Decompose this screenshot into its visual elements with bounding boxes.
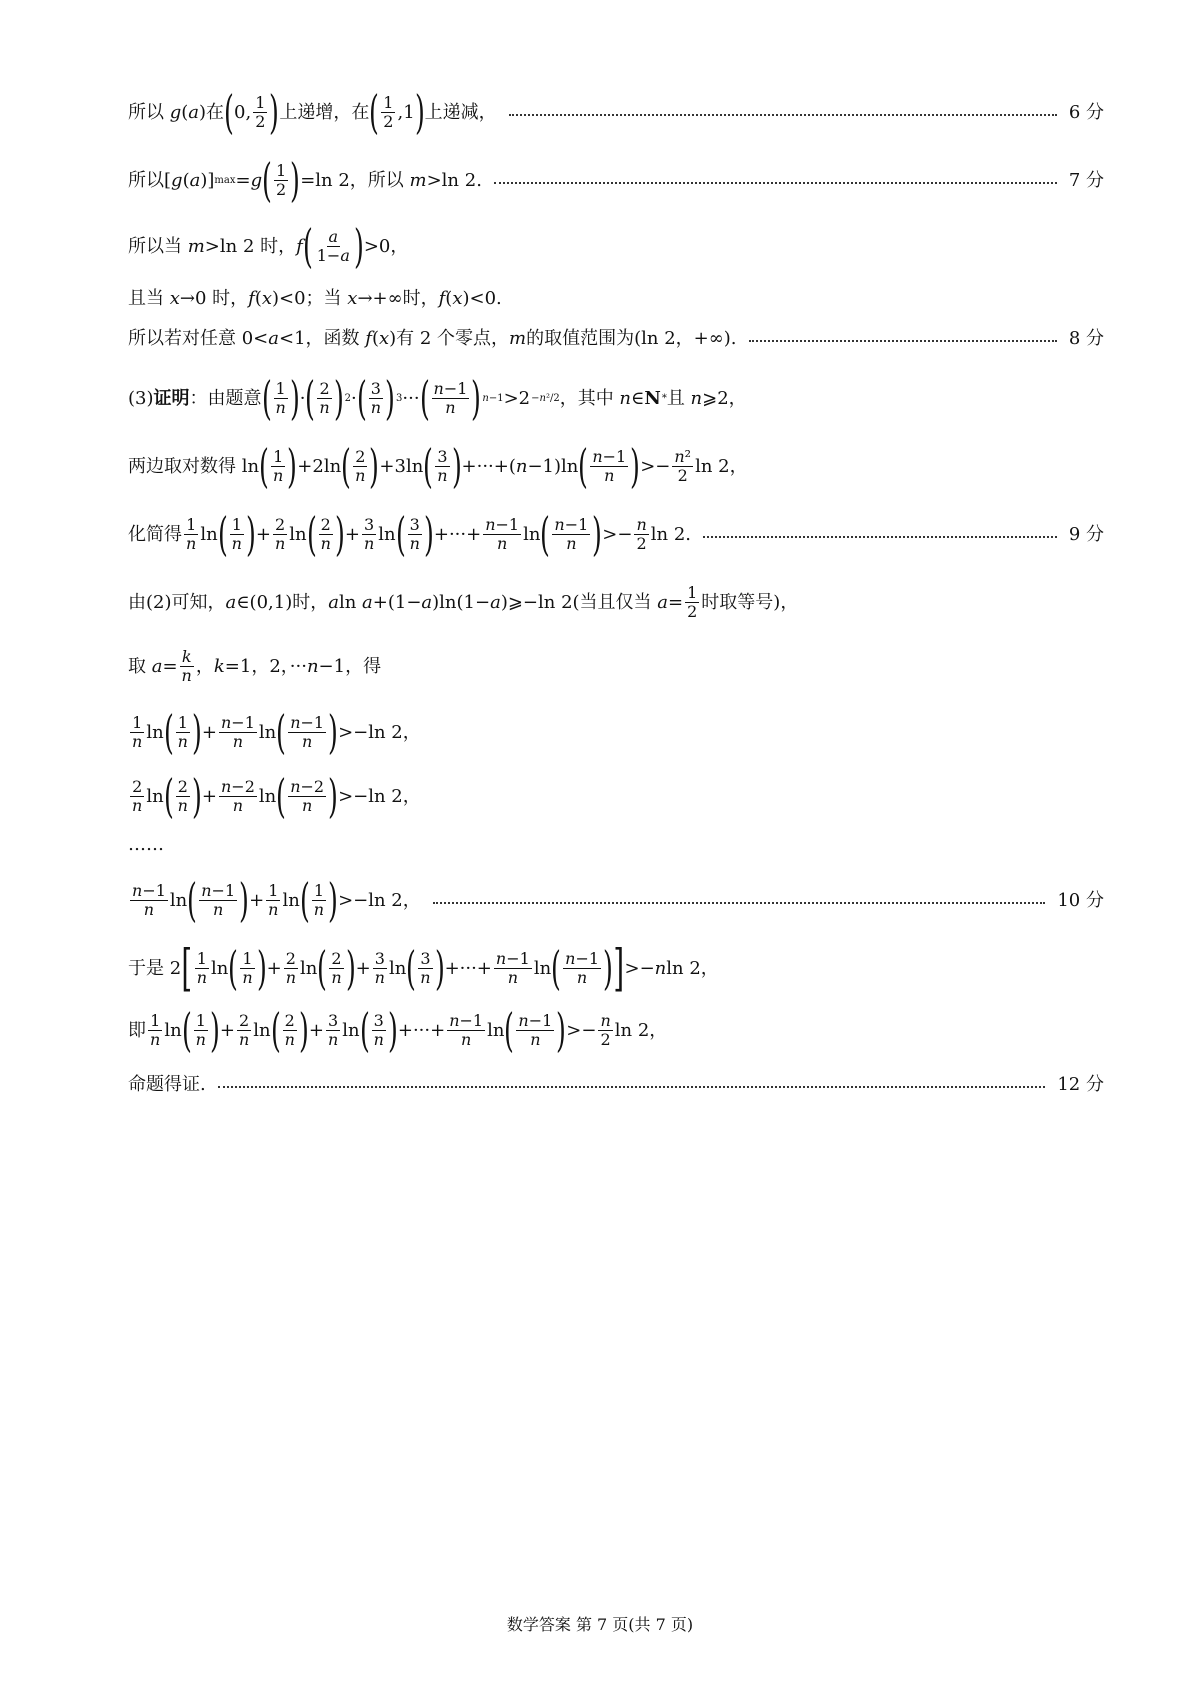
leader-dots [509, 114, 1057, 116]
formula: 取 a = $\frac{k}{n}$ ， k =1，2，··· n −1，得 [128, 647, 382, 686]
line-17 [128, 1076, 1104, 1094]
line-2 [128, 153, 1104, 207]
formula: 两边取对数得 ln ( $\frac{1}{n}$ ) +2ln ( $\frac{2}{n}$ ) +3ln ( $\frac{3}{n}$ ) +···+( n −1)ln ( $\frac{n-1}{n}$ ) >− $\frac{\text{n²}}{2}$ ln 2， [128, 439, 748, 493]
line-16 [128, 1003, 1104, 1057]
line-5 [128, 330, 1104, 348]
line-12 [128, 769, 1104, 823]
formula: (3) 证明 ：由题意 ( $\frac{1}{n}$ ) · ( $\frac{2}{n}$ ) 2 · ( $\frac{3}{n}$ ) 3 ··· ( $\frac{n-1}{n}$ ) n−1 >2 −n²/2 ，其中 n ∈ N * 且 n ⩾2， [128, 371, 747, 425]
line-7 [128, 439, 1104, 493]
formula: $\frac{n-1}{n}$ ln ( $\frac{n-1}{n}$ ) + $\frac{1}{n}$ ln ( $\frac{1}{n}$ ) >−ln 2， [132, 873, 421, 927]
line-1 [128, 85, 1104, 139]
leader-dots [433, 902, 1046, 904]
line-10 [128, 648, 1104, 686]
formula: 且当 x →0 时， f ( x )<0；当 x →+∞时， f ( x )<0. [128, 288, 502, 309]
line-15 [128, 939, 1104, 997]
score-label: 12 分 [1057, 1074, 1104, 1095]
formula: 由(2)可知， a ∈(0,1)时， a ln a +(1− a )ln(1− a )⩾−ln 2(当且仅当 a = $\frac{1}{2}$ 时取等号)， [128, 583, 799, 622]
score-label: 7 分 [1068, 169, 1104, 191]
formula: 所以若对任意 0< a <1，函数 f ( x )有 2 个零点， m 的取值范围为(ln 2，+∞). [128, 328, 737, 349]
formula: 于是 2 [ $\frac{1}{n}$ ln ( $\frac{1}{n}$ ) + $\frac{2}{n}$ ln ( $\frac{2}{n}$ ) + $\frac{3}{n}$ ln ( $\frac{3}{n}$ ) +···+ $\frac{n-1}{n}$ ln ( $\frac{n-1}{n}$ ) ] >− n ln 2， [128, 939, 719, 997]
formula: 所以 g ( a )在 ( 0, $\frac{1}{2}$ ) 上递增，在 ( $\frac{1}{2}$ ,1 ) 上递减， [128, 85, 497, 139]
leader-dots [494, 182, 1057, 184]
line-6 [128, 371, 1104, 425]
formula: $\frac{2}{n}$ ln ( $\frac{2}{n}$ ) + $\frac{n-2}{n}$ ln ( $\frac{n-2}{n}$ ) >−ln 2， [132, 769, 421, 823]
line-11 [128, 705, 1104, 759]
ellipsis-text: …… [128, 834, 164, 855]
leader-dots [749, 340, 1057, 342]
page-footer: 数学答案 第 7 页(共 7 页) [506, 1615, 694, 1634]
conclusion-text: 命题得证. [128, 1074, 206, 1095]
formula: $\frac{1}{n}$ ln ( $\frac{1}{n}$ ) + $\frac{n-1}{n}$ ln ( $\frac{n-1}{n}$ ) >−ln 2， [132, 705, 421, 759]
score-label: 6 分 [1068, 101, 1104, 123]
score-label: 10 分 [1057, 889, 1104, 911]
line-14 [128, 873, 1104, 927]
formula: 化简得 $\frac{1}{n}$ ln ( $\frac{1}{n}$ ) + $\frac{2}{n}$ ln ( $\frac{2}{n}$ ) + $\frac{3}{n}$ ln ( $\frac{3}{n}$ ) +···+ $\frac{n-1}{n}$ ln ( $\frac{n-1}{n}$ ) >− $\frac{n}{2}$ ln 2. [128, 507, 692, 561]
line-13 [128, 836, 1104, 854]
formula: 即 $\frac{1}{n}$ ln ( $\frac{1}{n}$ ) + $\frac{2}{n}$ ln ( $\frac{2}{n}$ ) + $\frac{3}{n}$ ln ( $\frac{3}{n}$ ) +···+ $\frac{n-1}{n}$ ln ( $\frac{n-1}{n}$ ) >− $\frac{n}{2}$ ln 2， [128, 1003, 668, 1057]
line-4 [128, 290, 1104, 308]
leader-dots [218, 1086, 1046, 1088]
line-3 [128, 219, 1104, 273]
line-8 [128, 507, 1104, 561]
formula: 所以[ g ( a )] max = g ( $\frac{1}{2}$ ) =ln 2，所以 m >ln 2. [128, 153, 482, 207]
formula: 所以当 m >ln 2 时， f ( $\frac{a}{1-a}$ ) >0， [128, 219, 409, 273]
score-label: 8 分 [1068, 328, 1104, 349]
leader-dots [703, 536, 1057, 538]
score-label: 9 分 [1068, 523, 1104, 545]
line-9 [128, 584, 1104, 622]
